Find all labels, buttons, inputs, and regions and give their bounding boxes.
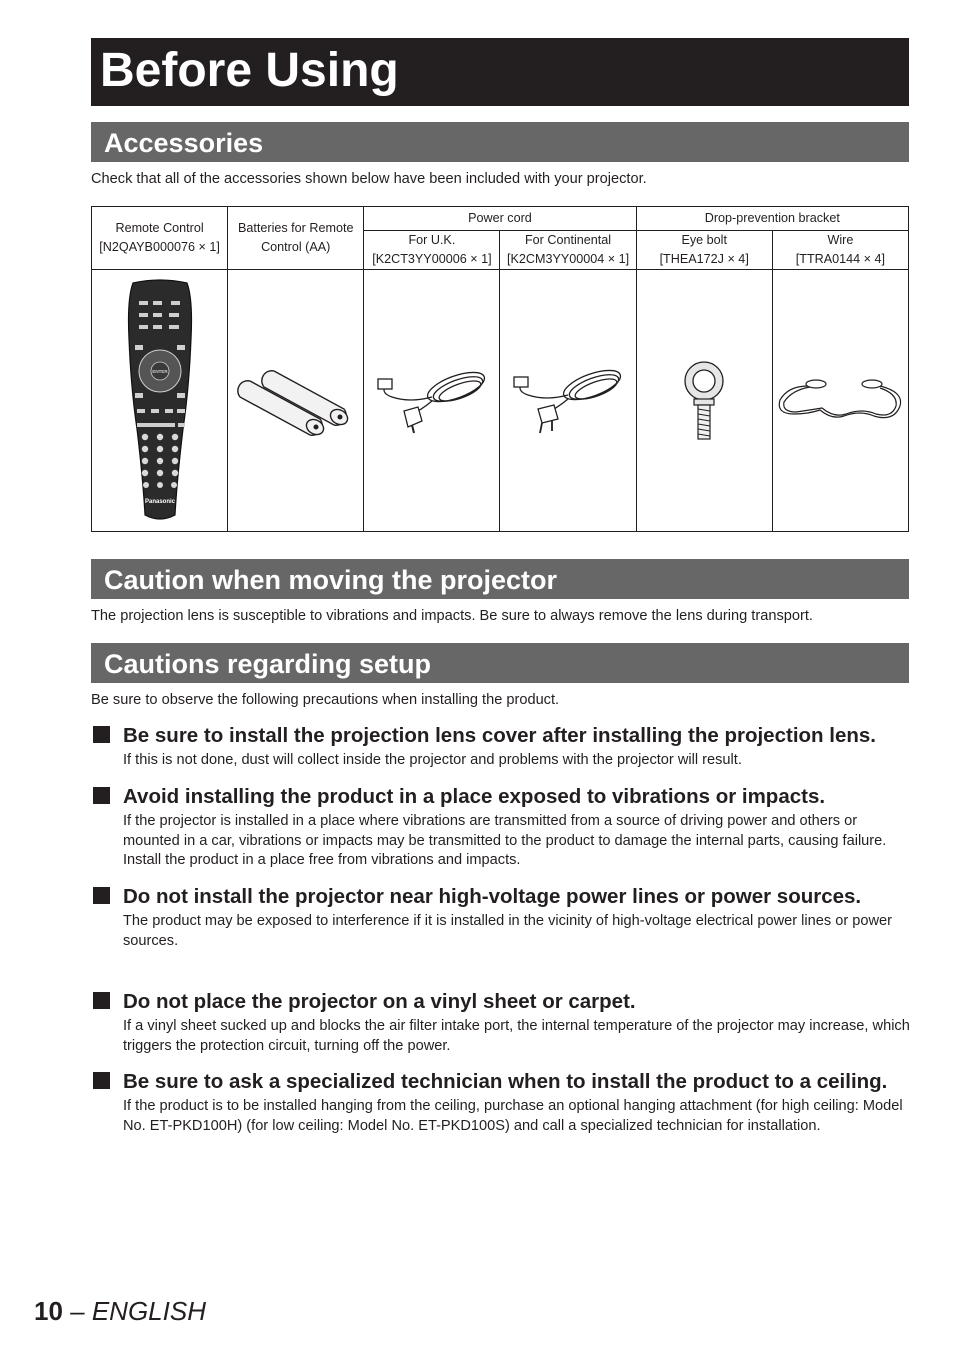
square-bullet-icon (93, 787, 110, 804)
page-title-bar (91, 38, 909, 106)
eye-bolt-code: [THEA172J × 4] (659, 252, 749, 266)
moving-text: The projection lens is susceptible to vibrations and impacts. Be sure to always remove the lens during transport. (91, 608, 813, 624)
setup-intro: Be sure to observe the following precautions when installing the product. (91, 692, 560, 708)
setup-item (91, 885, 911, 951)
wire-image (776, 376, 904, 426)
power-cord-header: Power cord (364, 207, 636, 231)
continental-cord-label: For Continental (524, 233, 612, 247)
setup-item-title: Do not place the projector on a vinyl sheet or carpet. (123, 990, 636, 1013)
remote-header (92, 207, 228, 270)
uk-cord-label: For U.K. (408, 233, 456, 247)
wire-image-cell (772, 270, 908, 532)
setup-item-title: Avoid installing the product in a place exposed to vibrations or impacts. (123, 785, 826, 808)
setup-item-title: Do not install the projector near high-voltage power lines or power sources. (123, 885, 862, 908)
setup-item-body: The product may be exposed to interference if it is installed in the vicinity of high-voltage electrical power lines or power sources. (123, 913, 892, 949)
eye-bolt-label: Eye bolt (681, 233, 727, 247)
accessories-table (91, 206, 909, 532)
wire-label: Wire (827, 233, 854, 247)
setup-item (91, 990, 911, 1056)
square-bullet-icon (93, 726, 110, 743)
eye-bolt-header (636, 231, 772, 270)
page-title: Before Using (100, 44, 399, 97)
continental-cord-image-cell (500, 270, 636, 532)
page-footer (34, 1296, 206, 1326)
setup-item-title: Be sure to ask a specialized technician when to install the product to a ceiling. (123, 1070, 888, 1093)
continental-power-cord-image (506, 361, 630, 441)
remote-label: Remote Control (115, 221, 204, 235)
setup-item-body: If the projector is installed in a place where vibrations are transmitted from a source of driving power and others or mounted in a car, vibrations or impacts may be transmitted to the product to damage the internal parts, causing failure. Install the product in a place free from vibrations and impacts. (123, 813, 887, 868)
uk-cord-code: [K2CT3YY00006 × 1] (372, 252, 492, 266)
remote-brand-logo: Panasonic (144, 498, 175, 505)
square-bullet-icon (93, 1072, 110, 1089)
batteries-image-cell (228, 270, 364, 532)
bracket-header: Drop-prevention bracket (636, 207, 908, 231)
eye-bolt-image (679, 359, 729, 443)
square-bullet-icon (93, 887, 110, 904)
uk-cord-header (364, 231, 500, 270)
remote-control-image (125, 279, 195, 523)
setup-item-body: If the product is to be installed hanging from the ceiling, purchase an optional hanging attachment (for high ceiling: Model No. ET-PKD100H) (for low ceiling: Model No. ET-PKD100S) and call a specialized technician for installation. (123, 1098, 903, 1134)
eye-bolt-image-cell (636, 270, 772, 532)
setup-heading: Cautions regarding setup (104, 649, 432, 679)
batteries-image (236, 361, 356, 441)
square-bullet-icon (93, 992, 110, 1009)
wire-header (772, 231, 908, 270)
remote-enter-key: ENTER (151, 368, 168, 374)
page-number: 10 (34, 1296, 63, 1326)
footer-language: – ENGLISH (62, 1296, 206, 1326)
uk-cord-image-cell (364, 270, 500, 532)
setup-item-body: If this is not done, dust will collect inside the projector and problems with the projector will result. (123, 752, 742, 768)
moving-heading: Caution when moving the projector (104, 565, 558, 595)
accessories-heading-bar (91, 122, 909, 162)
batteries-header (228, 207, 364, 270)
wire-code: [TTRA0144 × 4] (795, 252, 886, 266)
accessories-intro: Check that all of the accessories shown below have been included with your projector. (91, 171, 647, 187)
batteries-label: Batteries for Remote Control (AA) (237, 221, 354, 254)
setup-item (91, 1070, 911, 1136)
moving-heading-bar (91, 559, 909, 599)
setup-heading-bar (91, 643, 909, 683)
continental-cord-header (500, 231, 636, 270)
accessories-heading: Accessories (104, 128, 264, 158)
setup-item (91, 724, 911, 771)
setup-item-body: If a vinyl sheet sucked up and blocks the air filter intake port, the internal temperature of the projector may increase, which triggers the protection circuit, turning off the power. (123, 1018, 910, 1054)
setup-item-title: Be sure to install the projection lens cover after installing the projection lens. (123, 724, 876, 747)
setup-item (91, 785, 911, 871)
uk-power-cord-image (370, 361, 494, 441)
continental-cord-code: [K2CM3YY00004 × 1] (506, 252, 630, 266)
remote-image-cell (92, 270, 228, 532)
remote-code: [N2QAYB000076 × 1] (99, 240, 220, 254)
